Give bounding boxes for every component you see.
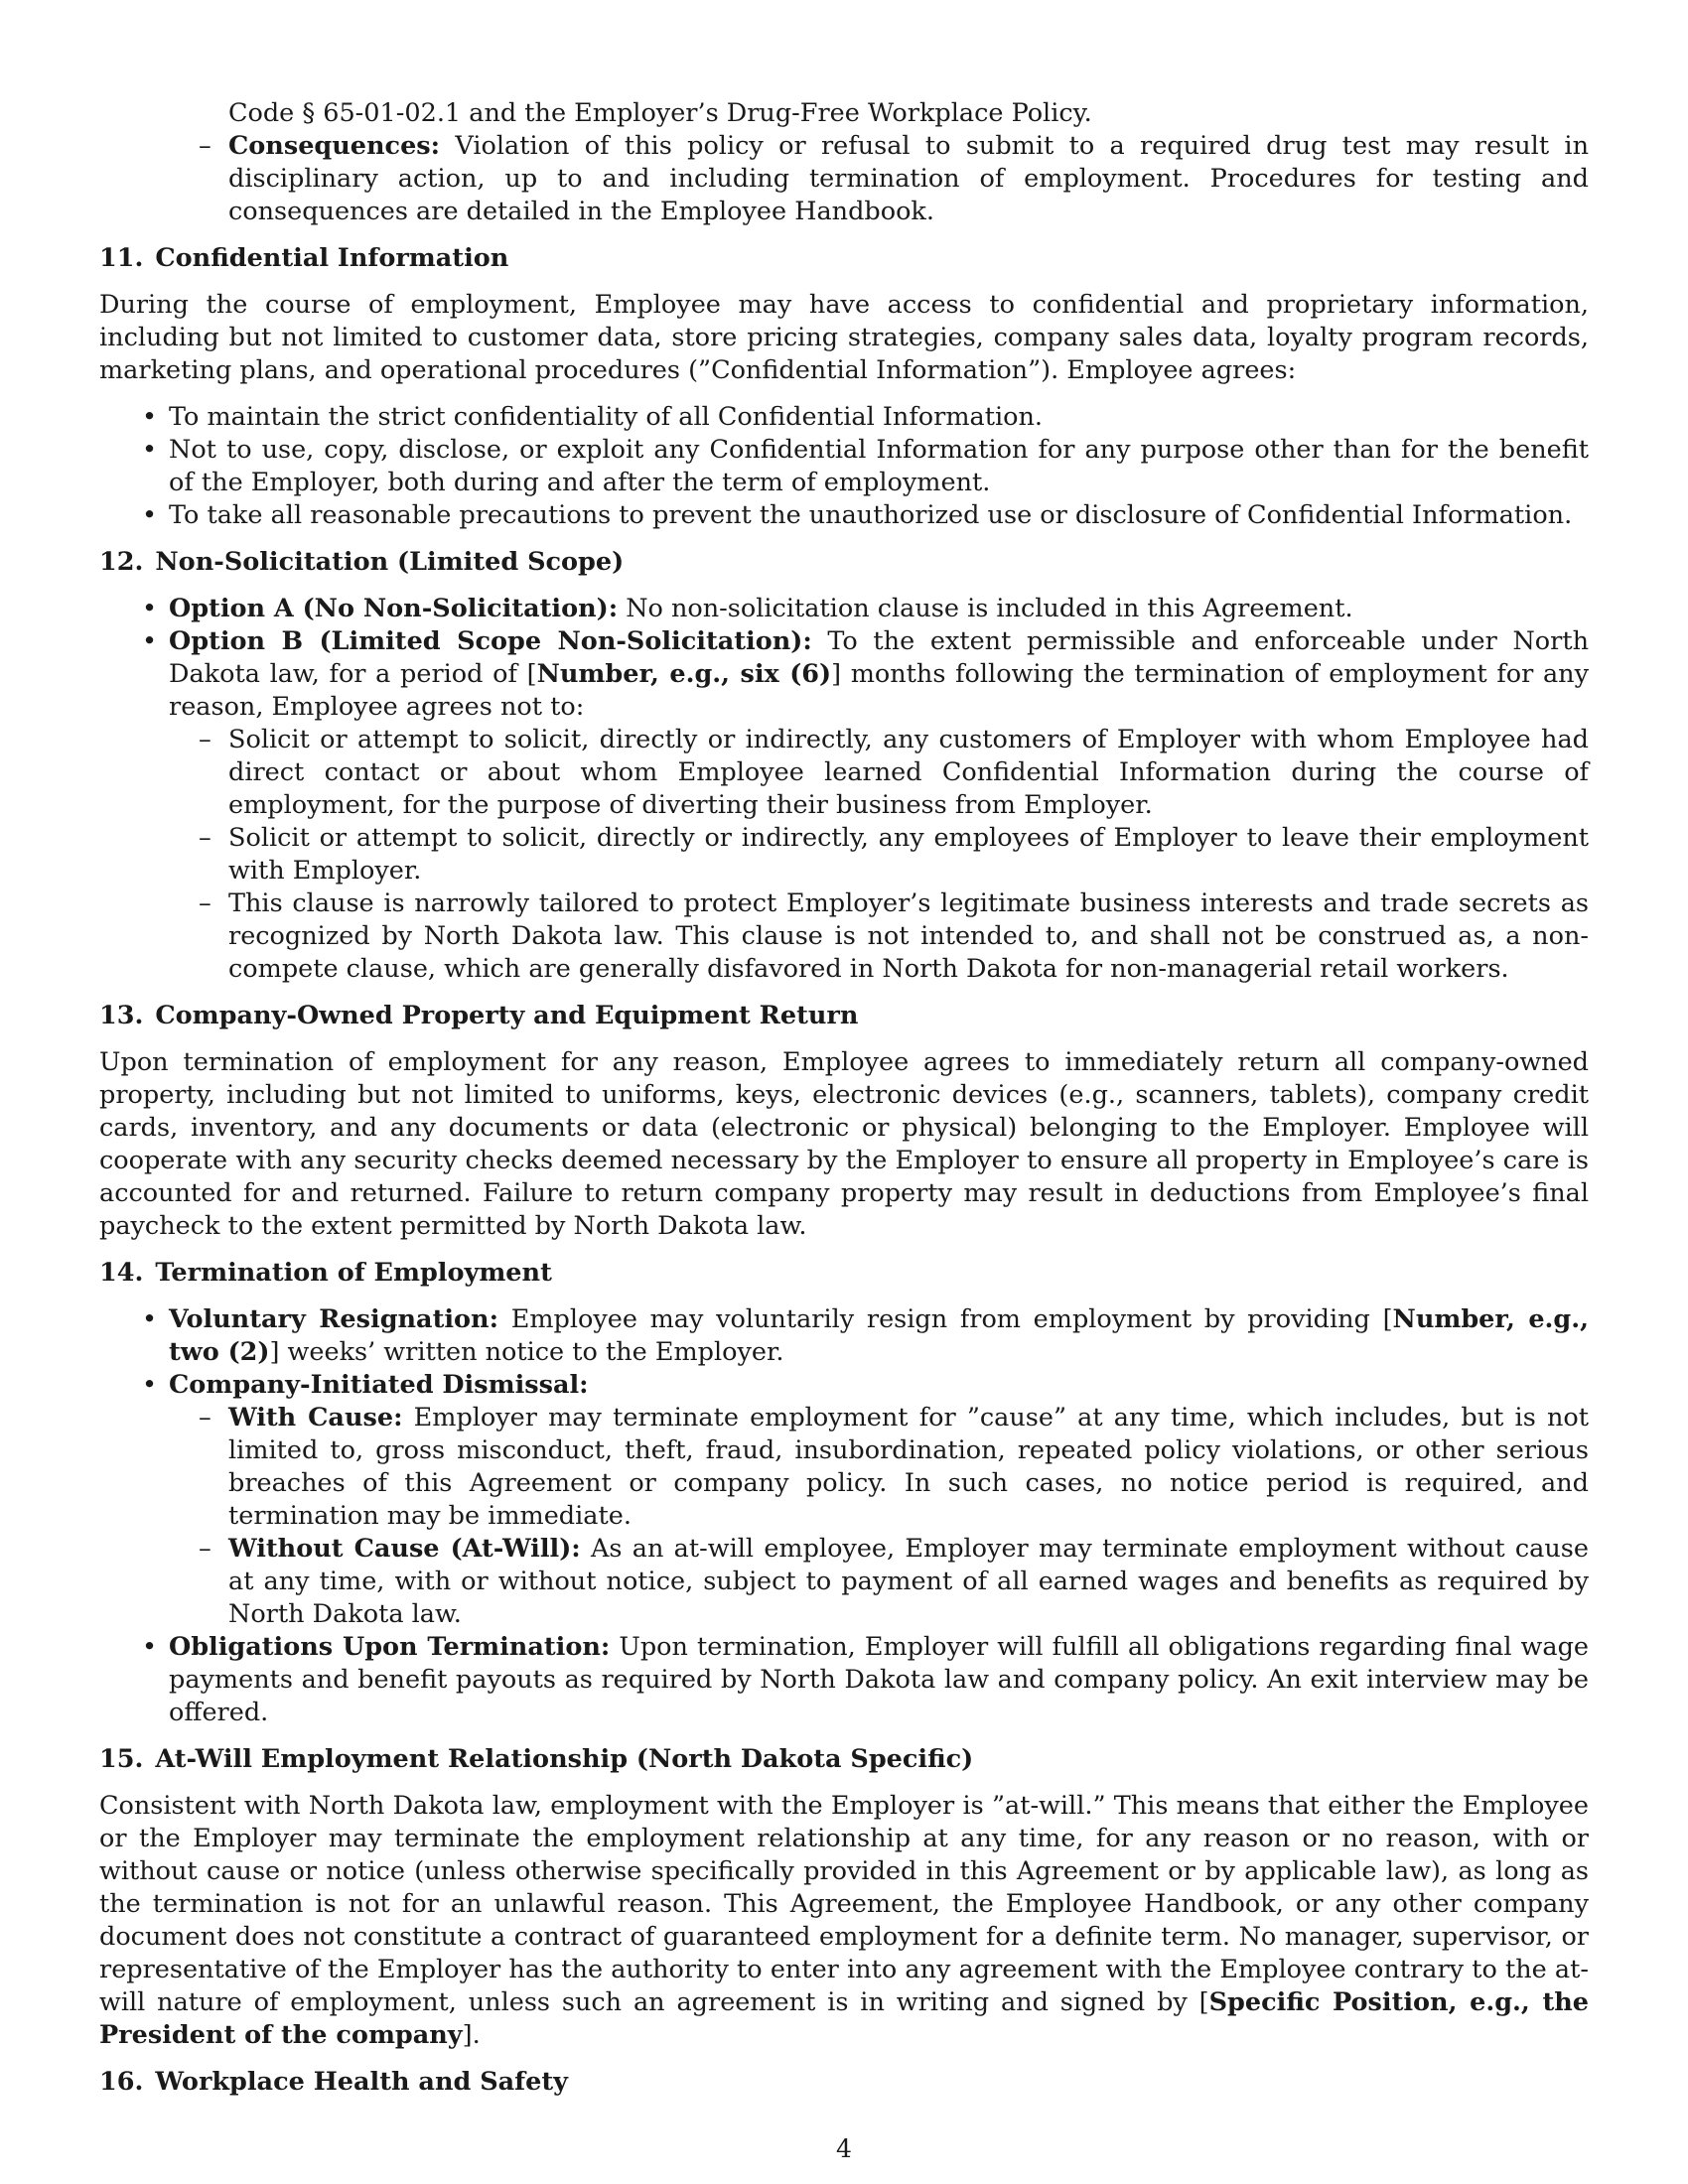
option-a-label: Option A (No Non-Solicitation): <box>169 594 619 623</box>
section-number: 16. <box>99 2067 144 2097</box>
section-title: Non-Solicitation (Limited Scope) <box>155 547 625 577</box>
dismissal-item <box>99 1369 1589 1631</box>
section-11-heading <box>99 242 1589 275</box>
sub-item: – Solicit or attempt to solicit, directly or indirectly, any employees of Employer to leave their employment with Employer. <box>169 822 1589 887</box>
section-15-text <box>99 1790 1589 2052</box>
with-cause-item <box>169 1402 1589 1533</box>
termination-list <box>99 1303 1589 1729</box>
consequences-label: Consequences: <box>228 131 441 161</box>
list-item: • To maintain the strict confidentiality of all Confidential Information. <box>99 401 1589 434</box>
section-number: 14. <box>99 1258 144 1288</box>
without-cause-item <box>169 1533 1589 1631</box>
with-cause-label: With Cause: <box>228 1403 403 1433</box>
option-b-text-end: ] months following the termination of employment for any reason, Employee agrees not to: <box>169 659 1589 722</box>
with-cause-text: Employer may terminate employment for ”cause” at any time, which includes, but is not limited to, gross misconduct, theft, fraud, insubordination, repeated policy violations, or other serious breaches of this Agreement or company policy. In such cases, no notice period is required, and termination may be immediate. <box>228 1403 1589 1531</box>
section-number: 11. <box>99 243 144 273</box>
obligations-text: Upon termination, Employer will fulfill all obligations regarding final wage payments and benefit payouts as required by North Dakota law and company policy. An exit interview may be offered. <box>169 1632 1589 1727</box>
non-solicitation-options <box>99 593 1589 986</box>
without-cause-text: As an at-will employee, Employer may terminate employment without cause at any time, with or without notice, subject to payment of all earned wages and benefits as required by North Dakota law. <box>228 1534 1589 1629</box>
section-title: Workplace Health and Safety <box>155 2067 568 2097</box>
section-14-heading <box>99 1257 1589 1290</box>
section-title: Confidential Information <box>155 243 509 273</box>
confidentiality-list <box>99 401 1589 532</box>
voluntary-resignation-item <box>99 1303 1589 1369</box>
obligations-label: Obligations Upon Termination: <box>169 1632 611 1662</box>
section-number: 15. <box>99 1744 144 1774</box>
option-b-label: Option B (Limited Scope Non-Solicitation): <box>169 626 812 656</box>
section-13-text: Upon termination of employment for any reason, Employee agrees to immediately return all company-owned property, including but not limited to uniforms, keys, electronic devices (e.g., scanners, tablets), company credit cards, inventory, and any documents or data (electronic or physical) belonging to the Employer. Employee will cooperate with any security checks deemed necessary by the Employer to ensure all property in Employee’s care is accounted for and returned. Failure to return company property may result in deductions from Employee’s final paycheck to the extent permitted by North Dakota law. <box>99 1047 1589 1241</box>
sub-item: – Solicit or attempt to solicit, directly or indirectly, any customers of Employer with whom Employee had direct contact or about whom Employee learned Confidential Information during the course of employment, for the purpose of diverting their business from Employer. <box>169 724 1589 822</box>
section-15-heading <box>99 1743 1589 1776</box>
option-b-text: To the extent permissible and enforceable under North Dakota law, for a period of [ <box>169 626 1589 689</box>
section-13-heading <box>99 1000 1589 1032</box>
section-title: At-Will Employment Relationship (North Dakota Specific) <box>155 1744 974 1774</box>
section-11-intro: During the course of employment, Employee may have access to confidential and proprietary information, including but not limited to customer data, store pricing strategies, company sales data, loyalty program records, marketing plans, and operational procedures (”Confidential Information”). Employee agrees: <box>99 290 1589 385</box>
consequences-item <box>99 130 1589 228</box>
option-b-item <box>99 625 1589 986</box>
voluntary-text-end: ] weeks’ written notice to the Employer. <box>269 1337 784 1367</box>
section-16-heading <box>99 2066 1589 2099</box>
at-will-text: Consistent with North Dakota law, employment with the Employer is ”at-will.” This means that either the Employee or the Employer may terminate the employment relationship at any time, for any reason or no reason, with or without cause or notice (unless otherwise specifically provided in this Agreement or by applicable law), as long as the termination is not for an unlawful reason. This Agreement, the Employee Handbook, or any other company document does not constitute a contract of guaranteed employment for a definite term. No manager, supervisor, or representative of the Employer has the authority to enter into any agreement with the Employee contrary to the at-will nature of employment, unless such an agreement is in writing and signed by [ <box>99 1791 1589 2017</box>
list-item: • Not to use, copy, disclose, or exploit any Confidential Information for any purpose other than for the benefit of the Employer, both during and after the term of employment. <box>99 434 1589 499</box>
dismissal-sublist <box>169 1402 1589 1631</box>
dismissal-label: Company-Initiated Dismissal: <box>169 1370 589 1400</box>
document-page <box>99 97 1589 2113</box>
at-will-placeholder: Specific Position, e.g., the President of the company <box>99 1987 1590 2050</box>
option-a-text: No non-solicitation clause is included in this Agreement. <box>618 594 1353 623</box>
voluntary-text: Employee may voluntarily resign from employment by providing [ <box>498 1304 1393 1334</box>
section-number: 13. <box>99 1001 144 1030</box>
drug-policy-sublist <box>99 130 1589 228</box>
option-a-item <box>99 593 1589 625</box>
voluntary-label: Voluntary Resignation: <box>169 1304 499 1334</box>
option-b-placeholder: Number, e.g., six (6) <box>536 659 832 689</box>
at-will-text-end: ]. <box>462 2020 481 2050</box>
consequences-text: Violation of this policy or refusal to submit to a required drug test may result in disciplinary action, up to and including termination of employment. Procedures for testing and consequences are detailed in the Employee Handbook. <box>228 131 1589 226</box>
voluntary-placeholder: Number, e.g., two (2) <box>169 1304 1590 1367</box>
option-b-sublist <box>169 724 1589 986</box>
page-number: 4 <box>836 2134 852 2163</box>
list-item: • To take all reasonable precautions to prevent the unauthorized use or disclosure of Confidential Information. <box>99 499 1589 532</box>
without-cause-label: Without Cause (At-Will): <box>228 1534 581 1564</box>
section-number: 12. <box>99 547 144 577</box>
section-12-heading <box>99 546 1589 579</box>
sub-item: – This clause is narrowly tailored to protect Employer’s legitimate business interests and trade secrets as recognized by North Dakota law. This clause is not intended to, and shall not be construed as, a non-compete clause, which are generally disfavored in North Dakota for non-managerial retail workers. <box>169 887 1589 986</box>
section-title: Company-Owned Property and Equipment Return <box>155 1001 859 1030</box>
section-title: Termination of Employment <box>155 1258 552 1288</box>
drug-policy-continuation: Code § 65-01-02.1 and the Employer’s Drug-Free Workplace Policy. <box>228 98 1092 128</box>
obligations-item <box>99 1631 1589 1729</box>
